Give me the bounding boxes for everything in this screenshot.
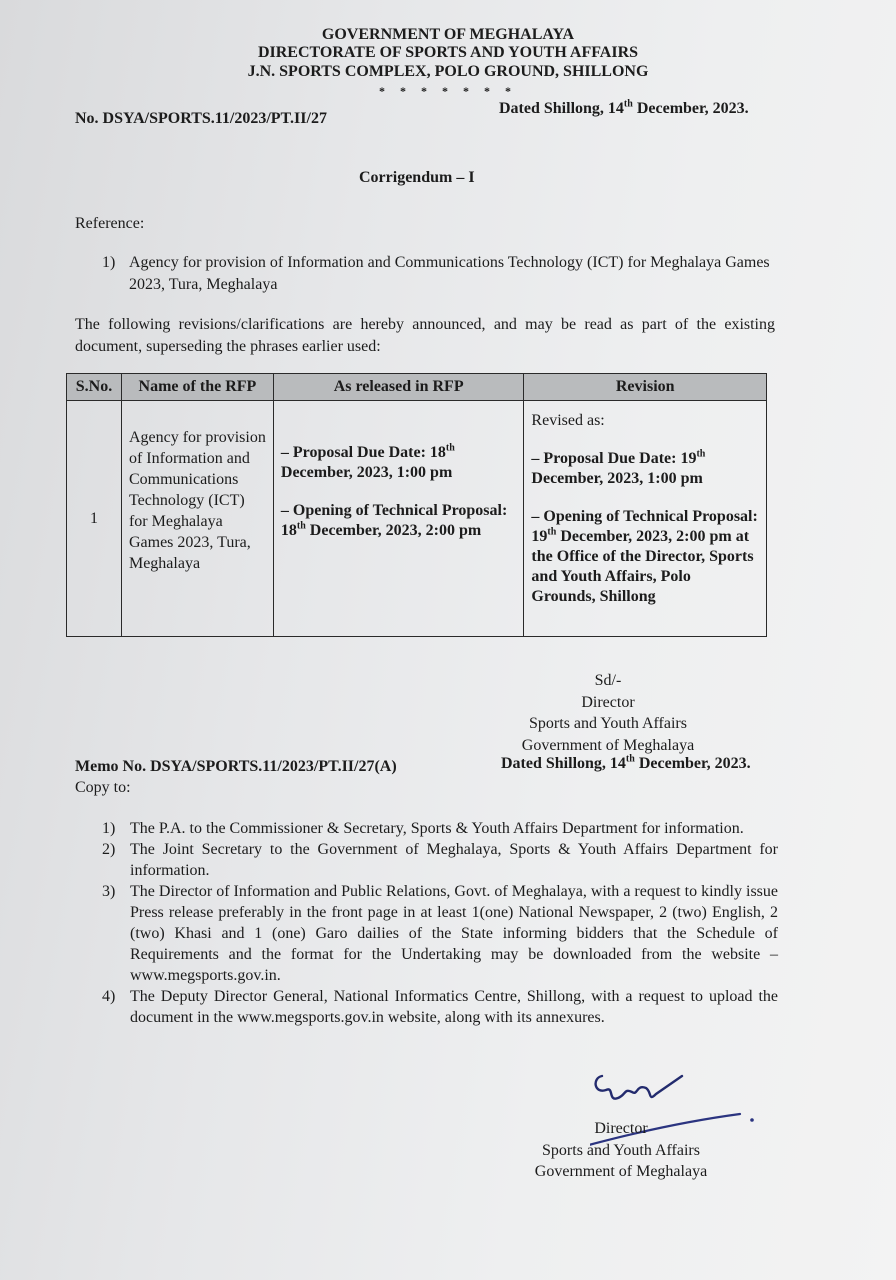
signoff-sd: Sd/- [594, 672, 622, 689]
copy-list [102, 818, 778, 1028]
cell-sno: 1 [67, 401, 122, 637]
dated-line: Dated Shillong, 14th December, 2023. [499, 98, 749, 117]
revised-as-label: Revised as: [531, 412, 605, 429]
header-revision: Revision [524, 374, 767, 401]
memo-number: Memo No. DSYA/SPORTS.11/2023/PT.II/27(A) [75, 758, 397, 775]
reference-item [102, 252, 772, 296]
list-item: 1) The P.A. to the Commissioner & Secretary, Sports & Youth Affairs Department for information. [102, 820, 744, 837]
header-government: GOVERNMENT OF MEGHALAYA [321, 26, 575, 43]
signoff2-title: Director [594, 1120, 648, 1137]
table-row [67, 401, 767, 637]
list-item: 3) The Director of Information and Public Relations, Govt. of Meghalaya, with a request to kindly issue Press release preferably in the front page in at least 1(one) National Newspaper, 2 (two) English, 2 (two) Khasi and 1 (one) Garo dailies of the State informing bidders that the Schedule of Requirements and the format for the Undertaking may be downloaded from the website – www.megsports.gov.in. [102, 883, 778, 984]
header-rfp-name: Name of the RFP [121, 374, 273, 401]
copy-to-label: Copy to: [75, 779, 131, 796]
signoff-dept: Sports and Youth Affairs [529, 715, 687, 732]
signoff2-dept: Sports and Youth Affairs [542, 1141, 700, 1159]
header-address: J.N. SPORTS COMPLEX, POLO GROUND, SHILLONG [247, 63, 649, 80]
reference-item-text: Agency for provision of Information and Communications Technology (ICT) for Meghalaya Games 2023, Tura, Meghalaya [129, 254, 770, 293]
header-sno: S.No. [67, 374, 122, 401]
memo-dated-line: Dated Shillong, 14th December, 2023. [501, 753, 751, 772]
signoff-block-1 [498, 670, 718, 756]
reference-item-number: 1) [102, 254, 116, 271]
header-stars: * * * * * * * [379, 84, 517, 98]
header-as-released: As released in RFP [273, 374, 524, 401]
signoff-title: Director [581, 693, 635, 711]
reference-label: Reference: [75, 215, 145, 232]
table-header-row [67, 374, 767, 401]
intro-paragraph: The following revisions/clarifications are hereby announced, and may be read as part of the existing document, superseding the phrases earlier used: [75, 316, 775, 355]
cell-rfp-name: Agency for provision of Information and Communications Technology (ICT) for Meghalaya Games 2023, Tura, Meghalaya [121, 401, 273, 637]
signoff-govt: Government of Meghalaya [521, 736, 695, 754]
list-item: 2) The Joint Secretary to the Government of Meghalaya, Sports & Youth Affairs Department for information. [102, 841, 778, 879]
corrigendum-title: Corrigendum – I [359, 169, 475, 186]
header-directorate: DIRECTORATE OF SPORTS AND YOUTH AFFAIRS [257, 44, 639, 61]
cell-as-released: – Proposal Due Date: 18th December, 2023, 1:00 pm – Opening of Technical Proposal: 18th December, 2023, 2:00 pm [273, 401, 524, 637]
cell-revision: Revised as: – Proposal Due Date: 19th December, 2023, 1:00 pm – Opening of Technical Proposal: 19th December, 2023, 2:00 pm at the Office of the Director, Sports and Youth Affairs, Polo Grounds, Shillong [524, 401, 767, 637]
list-item: 4) The Deputy Director General, National Informatics Centre, Shillong, with a request to upload the document in the www.megsports.gov.in website, along with its annexures. [102, 988, 778, 1026]
reference-number: No. DSYA/SPORTS.11/2023/PT.II/27 [75, 110, 327, 127]
revision-table [66, 373, 767, 637]
signoff2-govt: Government of Meghalaya [534, 1163, 708, 1180]
signoff-block-2 [516, 1118, 726, 1183]
